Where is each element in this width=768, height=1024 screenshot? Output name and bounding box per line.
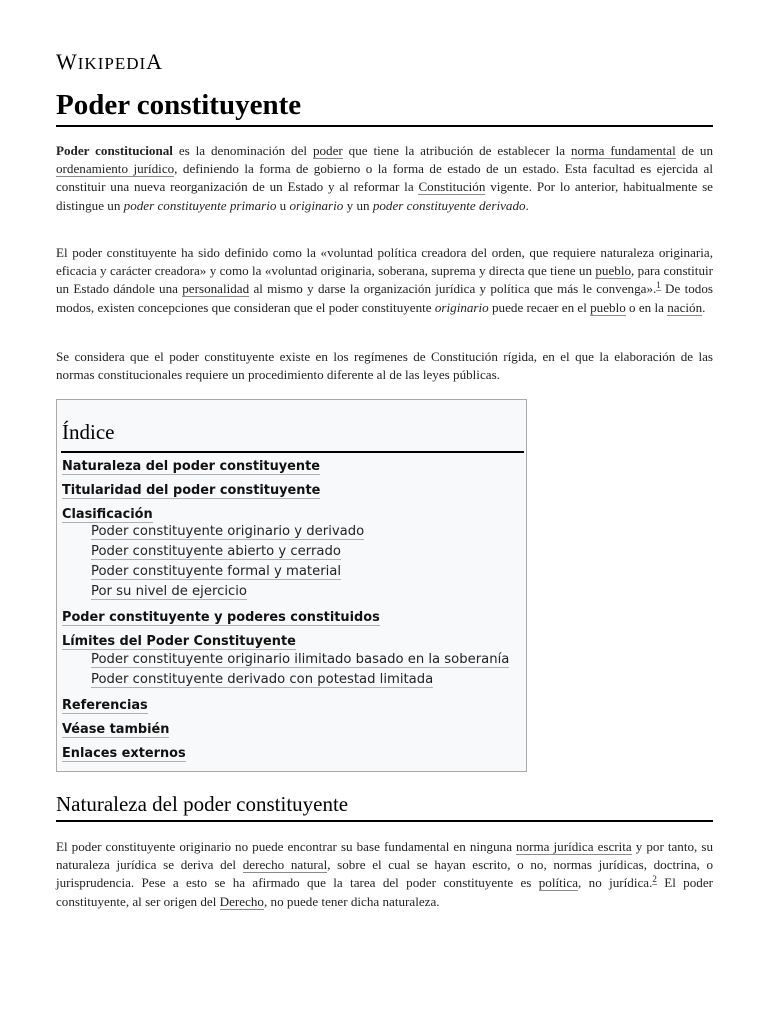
text: al mismo y darse la organización jurídica y política que más le convenga». <box>249 281 657 297</box>
text: , no jurídica. <box>578 875 653 891</box>
text: . <box>525 197 529 213</box>
text: El poder constituyente, al ser origen del <box>56 875 713 909</box>
toc-item[interactable]: Límites del Poder Constituyente <box>62 634 296 649</box>
toc-title: Índice <box>62 420 115 444</box>
toc-item[interactable]: Poder constituyente y poderes constituidos <box>62 610 380 625</box>
toc-subitem[interactable]: Poder constituyente abierto y cerrado <box>91 544 341 559</box>
toc-item[interactable]: Titularidad del poder constituyente <box>62 483 321 498</box>
link-ordenamiento-juridico[interactable]: ordenamiento jurídico <box>56 161 175 177</box>
text: , no puede tener dicha naturaleza. <box>263 893 440 909</box>
italic-term: poder constituyente primario <box>123 197 277 213</box>
toc-rule <box>61 451 524 453</box>
toc-item[interactable]: Referencias <box>62 698 148 713</box>
logo-letters: IKIPEDI <box>77 54 147 73</box>
text: que tiene la atribución de establecer la <box>342 143 571 158</box>
page-title: Poder constituyente <box>56 89 302 121</box>
table-of-contents <box>56 399 527 772</box>
section-heading: Naturaleza del poder constituyente <box>56 792 349 816</box>
text: vigente. Por lo anterior, habitualmente se distingue un <box>56 179 713 213</box>
link-derecho[interactable]: Derecho <box>219 893 264 909</box>
section-rule <box>56 820 713 822</box>
toc-subitem[interactable]: Poder constituyente originario ilimitado basado en la soberanía <box>91 652 510 667</box>
term-bold: Poder constitucional <box>56 143 173 158</box>
link-poder[interactable]: poder <box>312 143 343 158</box>
text: De todos modos, existen concepciones que consideran que el poder constituyente <box>56 281 713 315</box>
logo-letter: W <box>56 49 78 74</box>
reference-1[interactable]: 1 <box>656 280 661 291</box>
toc-item[interactable]: Enlaces externos <box>62 746 186 761</box>
italic-term: originario <box>434 299 489 315</box>
link-personalidad[interactable]: personalidad <box>182 281 250 297</box>
text: Se considera que el poder constituyente existe en los regímenes de Constitución rígida, en el que la elaboración de las normas constitucionales requiere un procedimiento diferente al de las leyes públicas. <box>56 349 713 383</box>
intro-paragraph-3 <box>56 348 713 384</box>
link-pueblo-2[interactable]: pueblo <box>590 299 626 315</box>
intro-paragraph-2 <box>56 244 713 317</box>
link-norma-fundamental[interactable]: norma fundamental <box>570 143 676 158</box>
link-nacion[interactable]: nación <box>667 299 703 315</box>
text: puede recaer en el <box>488 299 591 315</box>
link-politica[interactable]: política <box>538 875 579 891</box>
wikipedia-logo[interactable] <box>56 49 163 75</box>
text: y por tanto, su naturaleza jurídica se deriva del <box>56 839 713 873</box>
logo-letter-last: A <box>146 49 164 74</box>
link-pueblo[interactable]: pueblo <box>595 263 632 279</box>
toc-subitem[interactable]: Poder constituyente derivado con potestad limitada <box>91 672 434 687</box>
text: , para constituir un Estado dándole una <box>56 263 713 297</box>
toc-subitem[interactable]: Por su nivel de ejercicio <box>91 584 247 599</box>
text: El poder constituyente ha sido definido como la «voluntad política creadora del orden, que requiere naturaleza originaria, eficacia y carácter creadora» y como la «voluntad originaria, soberana, suprema y directa que tiene un <box>56 245 713 279</box>
text: , sobre el cual se hayan escrito, o no, normas jurídicas, doctrina, o jurisprudencia. Pese a esto se ha afirmado que la tarea del poder constituyente es <box>56 857 714 891</box>
section-paragraph <box>56 838 713 911</box>
text: El poder constituyente originario no puede encontrar su base fundamental en ninguna <box>56 839 517 854</box>
text: , definiendo la forma de gobierno o la forma de estado de un estado. Esta facultad es ejercida al constituir una nueva reorganización de un Estado y al reformar la <box>56 161 713 195</box>
toc-item[interactable]: Naturaleza del poder constituyente <box>62 459 321 474</box>
italic-term: poder constituyente derivado <box>372 197 526 213</box>
text: y un <box>343 197 373 213</box>
toc-subitem[interactable]: Poder constituyente originario y derivado <box>91 524 365 539</box>
text: . <box>702 299 706 315</box>
text: u <box>276 197 290 213</box>
text: o en la <box>625 299 668 315</box>
toc-item[interactable]: Clasificación <box>62 507 153 522</box>
toc-subitem[interactable]: Poder constituyente formal y material <box>91 564 342 579</box>
text: es la denominación del <box>172 143 313 158</box>
intro-paragraph-1 <box>56 142 713 215</box>
title-rule <box>56 125 713 127</box>
reference-2[interactable]: 2 <box>652 874 657 885</box>
link-constitucion[interactable]: Constitución <box>418 179 486 195</box>
text: de un <box>675 143 714 158</box>
link-derecho-natural[interactable]: derecho natural <box>242 857 328 873</box>
link-norma-juridica-escrita[interactable]: norma jurídica escrita <box>516 839 632 854</box>
italic-term: originario <box>289 197 344 213</box>
toc-item[interactable]: Véase también <box>62 722 170 737</box>
